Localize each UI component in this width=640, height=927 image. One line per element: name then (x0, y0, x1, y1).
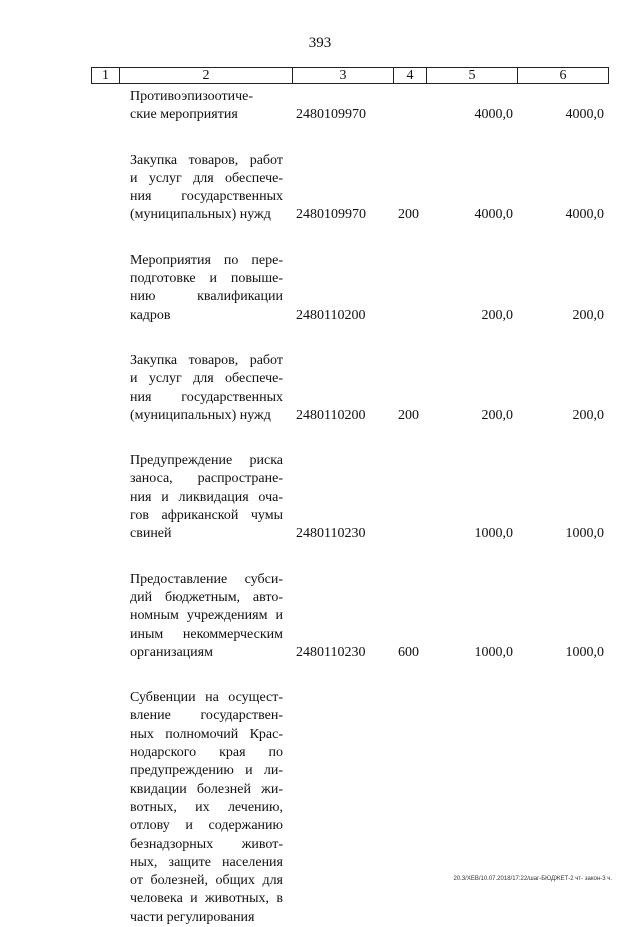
description-line: нодарского края по (130, 745, 283, 761)
description-line: человека и животных, в (130, 891, 283, 907)
amount-year-2: 1000,0 (565, 644, 604, 660)
amount-year-1: 1000,0 (474, 644, 513, 660)
row-description (130, 571, 283, 662)
table-row (91, 252, 608, 325)
amount-year-2: 200,0 (572, 307, 604, 323)
table-row (91, 571, 608, 662)
description-line: Закупка товаров, работ (130, 352, 283, 368)
amount-year-1: 200,0 (481, 407, 513, 423)
description-line: номным учреждениям и (130, 608, 283, 624)
column-number-3: 3 (293, 68, 394, 84)
table-row (91, 88, 608, 125)
description-line: нию квалификации (130, 289, 283, 305)
amount-year-2: 200,0 (572, 407, 604, 423)
description-line: Противоэпизоотиче- (130, 89, 254, 104)
description-line: Предоставление субси- (130, 571, 283, 587)
column-number-5: 5 (427, 68, 518, 84)
description-line: части регулирования (130, 909, 255, 925)
description-line: иным некоммерческим (130, 626, 283, 642)
description-line: Предупреждение риска (130, 453, 283, 469)
amount-year-2: 4000,0 (565, 207, 604, 223)
page-number: 393 (308, 35, 332, 51)
amount-year-2: 4000,0 (565, 107, 604, 123)
table-row (91, 152, 608, 225)
table-row (91, 452, 608, 543)
description-line: ных, защите населения (130, 854, 283, 870)
budget-table-body (91, 88, 608, 927)
amount-year-1: 1000,0 (474, 526, 513, 542)
description-line: (муниципальных) нужд (130, 407, 271, 423)
expense-type-code: 200 (398, 407, 419, 423)
target-article-code: 2480110230 (296, 644, 366, 660)
column-number-6: 6 (518, 68, 609, 84)
row-description (130, 352, 283, 425)
description-line: от болезней, общих для (130, 873, 283, 889)
column-number-4: 4 (394, 68, 427, 84)
description-line: организациям (130, 644, 213, 660)
row-description (130, 152, 283, 225)
description-line: вотных, их лечению, (130, 799, 283, 815)
row-description (130, 252, 283, 325)
description-line: заноса, распростране- (130, 471, 283, 487)
row-description (130, 88, 283, 125)
row-description (130, 452, 283, 543)
column-number-2: 2 (120, 68, 293, 84)
description-line: и услуг для обеспече- (130, 371, 283, 387)
description-line: кадров (130, 307, 171, 323)
description-line: Закупка товаров, работ (130, 152, 283, 168)
description-line: дий бюджетным, авто- (130, 589, 283, 605)
footer-note: 20.3/ХЕВ/10.07.2018/17:22/шаг-БЮДЖЕТ-2 чт- закон-3 ч. (453, 876, 612, 882)
expense-type-code: 600 (398, 644, 419, 660)
description-line: квидации болезней жи- (130, 781, 283, 797)
expense-type-code: 200 (398, 207, 419, 223)
table-row (91, 689, 608, 927)
description-line: гов африканской чумы (130, 508, 283, 524)
target-article-code: 2480110200 (296, 307, 366, 323)
amount-year-1: 4000,0 (474, 107, 513, 123)
description-line: ния и ликвидация оча- (130, 489, 283, 505)
description-line: подготовке и повыше- (130, 271, 283, 287)
description-line: ния государственных (130, 389, 283, 405)
description-line: вление государствен- (130, 708, 283, 724)
table-row (91, 352, 608, 425)
target-article-code: 2480110230 (296, 526, 366, 542)
description-line: и услуг для обеспече- (130, 170, 283, 186)
description-line: предупреждению и ли- (130, 763, 283, 779)
description-line: Мероприятия по пере- (130, 252, 283, 268)
column-number-1: 1 (92, 68, 120, 84)
description-line: Субвенции на осущест- (130, 690, 283, 706)
description-line: безнадзорных живот- (130, 836, 283, 852)
description-line: ния государственных (130, 189, 283, 205)
column-header-row (91, 67, 609, 84)
description-line: свиней (130, 526, 172, 542)
description-line: ных полномочий Крас- (130, 726, 283, 742)
amount-year-1: 4000,0 (474, 207, 513, 223)
amount-year-1: 200,0 (481, 307, 513, 323)
target-article-code: 2480110200 (296, 407, 366, 423)
amount-year-2: 1000,0 (565, 526, 604, 542)
description-line: (муниципальных) нужд (130, 207, 271, 223)
target-article-code: 2480109970 (296, 107, 366, 123)
row-description (130, 689, 283, 927)
description-line: отлову и содержанию (130, 818, 283, 834)
target-article-code: 2480109970 (296, 207, 366, 223)
description-line: ские мероприятия (130, 107, 238, 123)
